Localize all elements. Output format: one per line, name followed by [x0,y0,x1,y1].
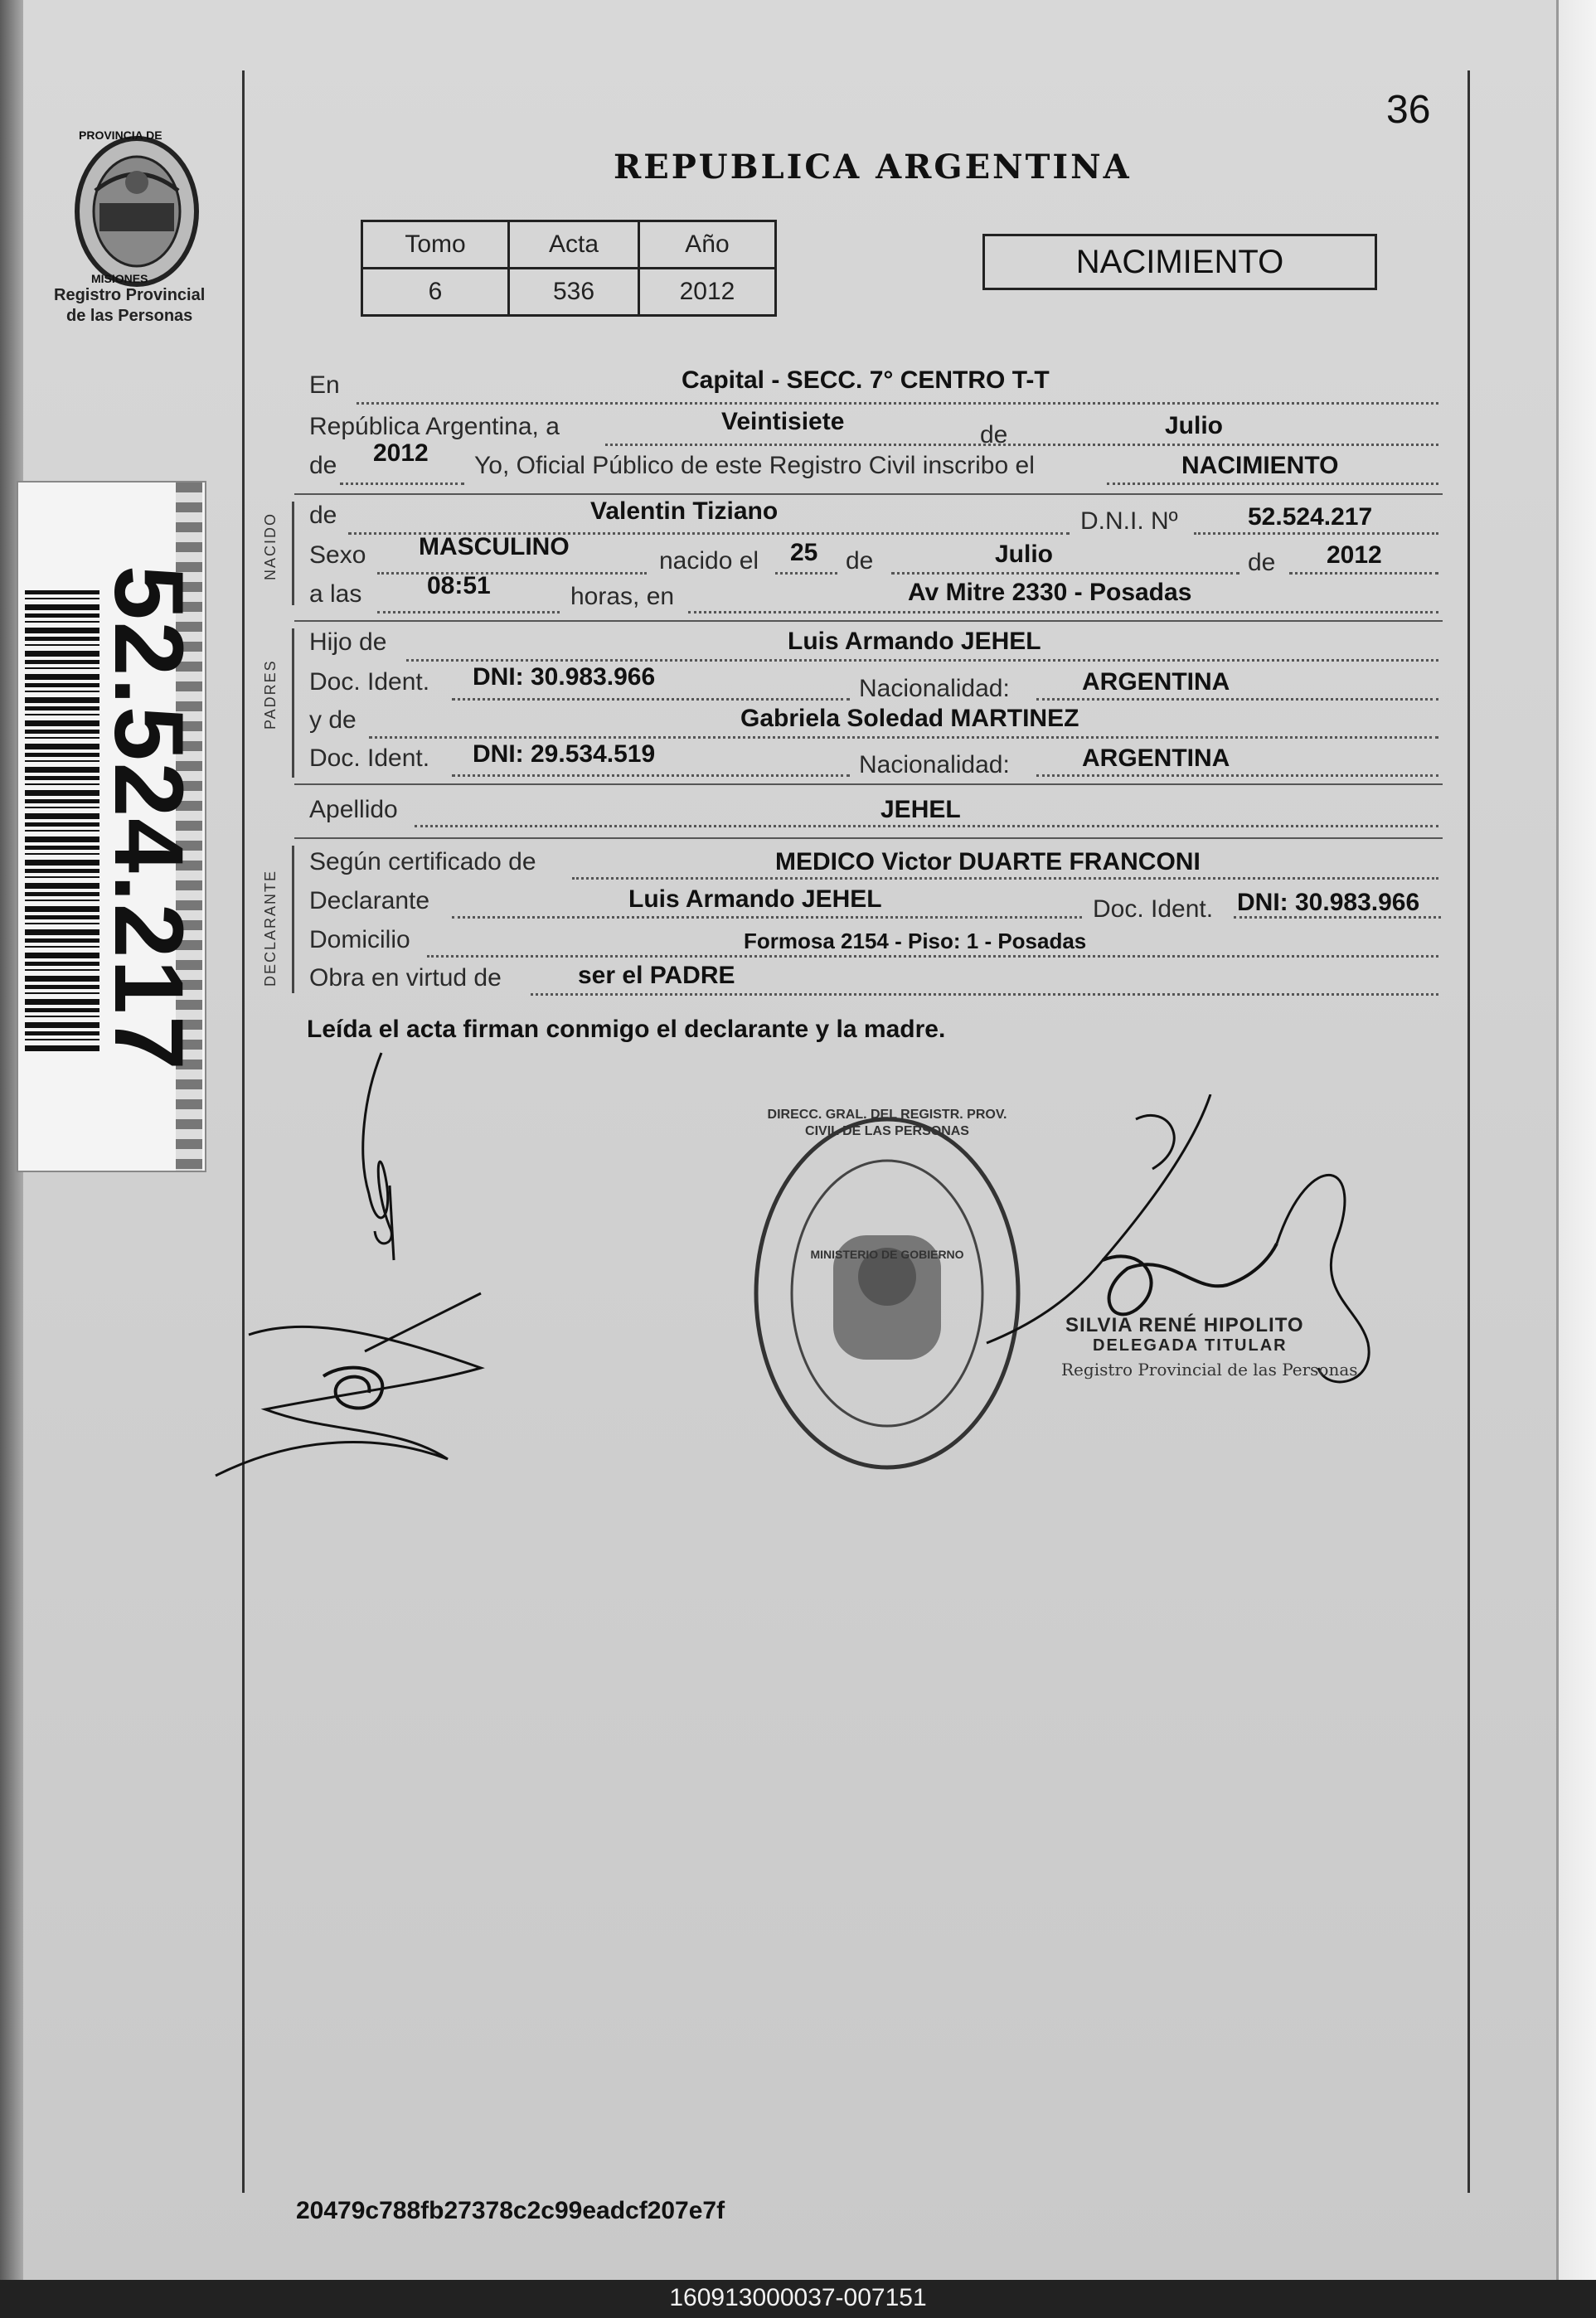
seal-inner-text: MINISTERIO DE GOBIERNO [810,1248,964,1261]
value-madre: Gabriela Soledad MARTINEZ [740,705,1079,732]
label-doc-ident: Doc. Ident. [309,668,430,696]
registry-value: 2012 [639,269,776,316]
dotted-line [452,774,850,777]
value-anio-texto: 2012 [373,439,429,467]
dotted-line [357,402,1438,405]
registry-header: Acta [509,221,639,269]
dotted-line [427,955,1438,958]
dotted-line [572,877,1438,880]
label-nacionalidad: Nacionalidad: [859,751,1010,778]
dotted-line [340,483,464,485]
registry-value-row [362,269,776,316]
emblem-bottom-text: MISIONES [91,272,148,285]
value-apellido: JEHEL [880,796,961,823]
label-nacido-el: nacido el [659,547,759,575]
barcode-label [17,481,206,1172]
dotted-line [377,611,560,613]
label-de: de [846,547,874,575]
value-domicilio: Formosa 2154 - Piso: 1 - Posadas [744,929,1087,953]
dotted-line [688,611,1438,613]
value-declarante: Luis Armando JEHEL [628,885,882,913]
dotted-line [415,825,1438,827]
emblem-caption-1: Registro Provincial [54,286,206,304]
page-number: 36 [1386,88,1431,132]
registry-header: Año [639,221,776,269]
right-frame-line [1467,70,1470,2193]
value-madre-nac: ARGENTINA [1082,744,1230,772]
value-lugar-nac: Av Mitre 2330 - Posadas [908,579,1192,606]
value-nombre: Valentin Tiziano [590,497,779,525]
dotted-line [452,698,850,701]
label-y-de: y de [309,706,357,734]
label-doc-ident: Doc. Ident. [1093,895,1214,923]
dotted-line [369,736,1438,739]
page-title: REPUBLICA ARGENTINA [614,148,1132,187]
label-de: de [980,421,1008,449]
value-padre-nac: ARGENTINA [1082,668,1230,696]
value-obra: ser el PADRE [578,962,735,989]
dotted-line [406,659,1438,662]
label-nacionalidad: Nacionalidad: [859,675,1010,702]
scan-code: 160913000037-007151 [669,2284,927,2311]
label-horas-en: horas, en [570,583,675,610]
signature-mother-icon [199,1045,514,1509]
dotted-line [891,572,1239,575]
stamp-office: Registro Provincial de las Personas [1061,1360,1358,1380]
page-edge [1556,0,1596,2280]
label-segun: Según certificado de [309,848,536,875]
section-rule [294,837,1443,839]
section-rule [294,493,1443,495]
registry-table [361,220,777,317]
label-apellido: Apellido [309,796,398,823]
section-rule [294,620,1443,622]
value-declarante-doc: DNI: 30.983.966 [1237,889,1420,916]
dotted-line [1194,532,1438,535]
dotted-line [1036,698,1438,701]
value-dia: 25 [790,539,818,566]
value-padre-doc: DNI: 30.983.966 [473,663,656,691]
dotted-line [531,993,1438,996]
section-bracket [292,502,294,605]
province-emblem-icon [62,124,211,290]
registry-value: 536 [509,269,639,316]
barcode-number: 52.524.217 [94,565,203,1072]
dotted-line [1107,483,1438,485]
value-madre-doc: DNI: 29.534.519 [473,740,656,768]
value-sexo: MASCULINO [419,533,570,560]
label-a-las: a las [309,580,362,608]
value-certificado: MEDICO Victor DUARTE FRANCONI [775,848,1201,875]
section-label-declarante: DECLARANTE [262,869,279,987]
label-hijo-de: Hijo de [309,628,387,656]
dotted-line [1036,774,1438,777]
registry-header-row [362,221,776,269]
value-dni: 52.524.217 [1248,503,1373,531]
dotted-line [605,444,1438,446]
value-mes-texto: Julio [1165,412,1224,439]
closing-statement: Leída el acta firman conmigo el declarante y la madre. [307,1016,946,1043]
value-anio: 2012 [1327,541,1382,569]
dotted-line [775,572,837,575]
label-domicilio: Domicilio [309,926,410,953]
label-doc-ident: Doc. Ident. [309,744,430,772]
value-tipo: NACIMIENTO [1181,452,1339,479]
emblem-top-text: PROVINCIA DE [79,129,163,142]
section-bracket [292,846,294,993]
registry-value: 6 [362,269,509,316]
label-de: de [309,452,337,479]
section-rule [294,783,1443,785]
label-sexo: Sexo [309,541,366,569]
dotted-line [377,572,647,575]
section-bracket [292,628,294,778]
label-en: En [309,371,340,399]
section-label-padres: PADRES [262,659,279,730]
document-type-box: NACIMIENTO [982,234,1377,290]
stamp-role: DELEGADA TITULAR [1093,1336,1288,1355]
label-republica: República Argentina, a [309,413,560,440]
emblem-caption-2: de las Personas [66,307,193,325]
label-yo: Yo, Oficial Público de este Registro Civil inscribo el [474,452,1035,479]
value-mes: Julio [995,541,1054,568]
section-label-nacido: NACIDO [262,512,279,580]
label-de: de [309,502,337,529]
dotted-line [452,916,1082,919]
seal-text: DIRECC. GRAL. DEL REGISTR. PROV. CIVIL DE LAS PERSONAS [767,1108,1007,1138]
label-obra: Obra en virtud de [309,964,502,992]
label-declarante: Declarante [309,887,430,914]
dotted-line [1289,572,1438,575]
value-hora: 08:51 [427,572,491,599]
barcode-bars [25,590,99,1055]
value-lugar: Capital - SECC. 7° CENTRO T-T [682,366,1050,394]
registry-header: Tomo [362,221,509,269]
stamp-name: SILVIA RENÉ HIPOLITO [1065,1314,1304,1336]
label-de: de [1248,549,1276,576]
signature-official-icon [978,1094,1409,1443]
document-hash: 20479c788fb27378c2c99eadcf207e7f [296,2197,725,2224]
value-dia-texto: Veintisiete [721,408,845,435]
label-dni: D.N.I. Nº [1080,507,1178,535]
value-padre: Luis Armando JEHEL [788,628,1041,655]
